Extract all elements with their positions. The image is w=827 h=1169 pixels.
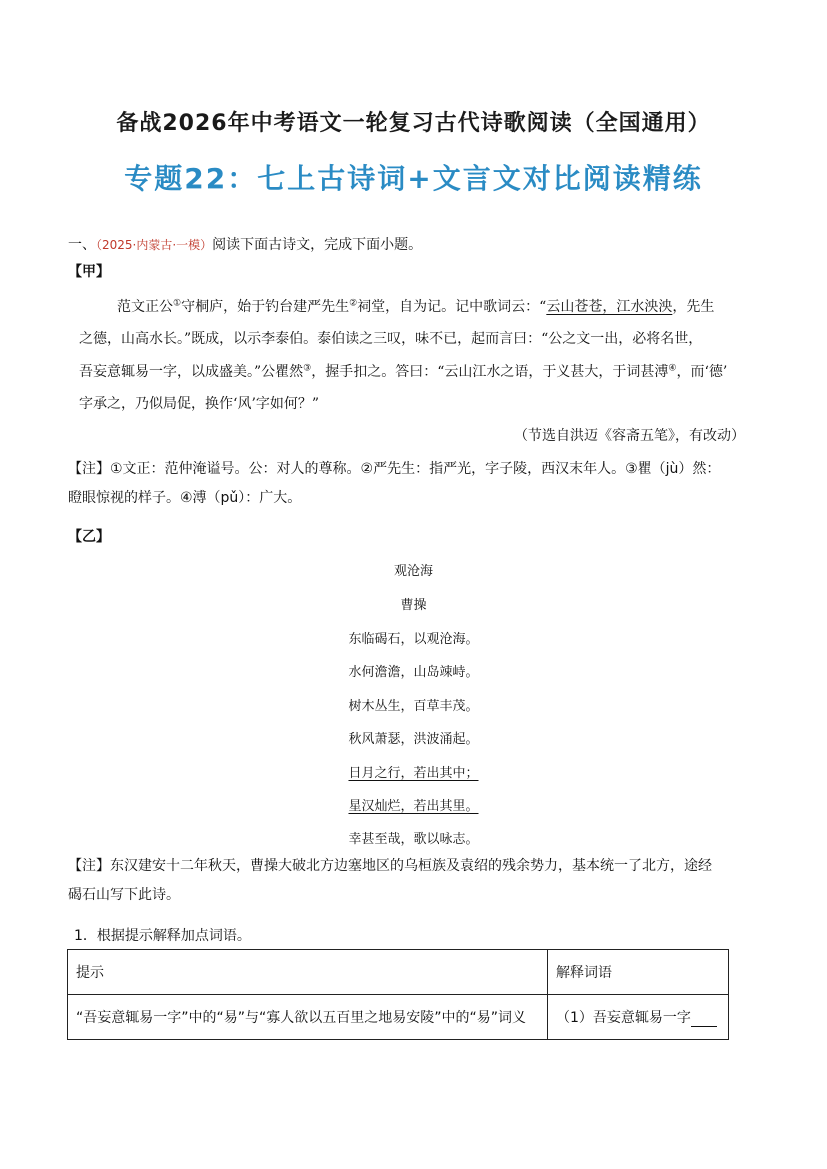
underlined-phrase: 云山苍苍，江水泱泱 (546, 299, 673, 315)
poem-author: 曹操 (400, 598, 427, 613)
poem-line-underlined (0, 762, 827, 781)
poem-line: 幸甚至哉，歌以咏志。 (348, 832, 479, 847)
underlined-line: 星汉灿烂，若出其里。 (348, 799, 479, 814)
jia-text: ，握手扣之。答曰：“云山江水之语，于义甚大，于词甚溥 (311, 364, 669, 380)
jia-line-3 (79, 361, 727, 381)
poem-line-underlined (0, 795, 827, 814)
table-header-cell: 解释词语 (548, 950, 729, 995)
jia-text: ，而‘德’ (676, 364, 728, 380)
question-source: （2025·内蒙古·一模） (96, 238, 213, 252)
table-header-row (68, 950, 729, 995)
poem-line: 东临碣石，以观沧海。 (348, 632, 479, 647)
poem-title: 观沧海 (393, 564, 433, 579)
jia-note (68, 455, 758, 513)
poem-line: 树木丛生，百草丰茂。 (348, 699, 479, 714)
question-intro (68, 234, 422, 254)
jia-text: ，先生 (672, 299, 715, 315)
jia-source: （节选自洪迈《容斋五笔》，有改动） (514, 428, 745, 444)
note-line: 【注】①文正：范仲淹谥号。公：对人的尊称。②严先生：指严光，字子陵，西汉末年人。③瞿（jù）然： (68, 461, 721, 477)
underlined-line: 日月之行，若出其中； (348, 766, 479, 781)
poem-line: 水何澹澹，山岛竦峙。 (348, 665, 479, 680)
table-answer-cell (548, 995, 729, 1040)
jia-text: 吾妄意辄易一字，以成盛美。”公瞿然 (79, 364, 304, 380)
jia-text: 祠堂，自为记。记中歌词云：“ (357, 299, 547, 315)
footnote-marker: ④ (668, 363, 677, 374)
section-label-yi: 【乙】 (68, 529, 110, 545)
table-row (68, 995, 729, 1040)
page-subtitle: 专题22：七上古诗词+文言文对比阅读精练 (124, 162, 703, 195)
section-label-jia: 【甲】 (68, 264, 110, 280)
question-1-prompt: 1．根据提示解释加点词语。 (74, 928, 251, 944)
jia-line-4: 字承之，乃似局促，换作‘风’字如何？” (79, 396, 320, 412)
jia-line-1 (117, 296, 714, 316)
note-line: 碣石山写下此诗。 (68, 887, 180, 903)
note-line: 瞪眼惊视的样子。④溥（pǔ）：广大。 (68, 490, 302, 506)
footnote-marker: ② (349, 298, 358, 309)
table-header-cell: 提示 (68, 950, 548, 995)
footnote-marker: ① (173, 298, 182, 309)
answer-blank[interactable] (691, 1012, 717, 1027)
page-title: 备战2026年中考语文一轮复习古代诗歌阅读（全国通用） (116, 111, 711, 136)
hint-table (67, 949, 729, 1040)
jia-text: 守桐庐，始于钓台建严先生 (181, 299, 350, 315)
note-line: 【注】东汉建安十二年秋天，曹操大破北方边塞地区的乌桓族及袁绍的残余势力，基本统一了北方，途经 (68, 858, 712, 874)
question-instruction: 阅读下面古诗文，完成下面小题。 (212, 237, 423, 253)
yi-note (68, 852, 758, 910)
question-number: 一、 (68, 237, 96, 253)
poem-line: 秋风萧瑟，洪波涌起。 (348, 732, 479, 747)
answer-prompt: （1）吾妄意辄易一字 (556, 1010, 691, 1026)
table-cell: “吾妄意辄易一字”中的“易”与“寡人欲以五百里之地易安陵”中的“易”词义 (68, 995, 548, 1040)
footnote-marker: ③ (303, 363, 312, 374)
jia-text: 范文正公 (117, 299, 173, 315)
jia-line-2: 之德，山高水长。”既成，以示李泰伯。泰伯读之三叹，味不已，起而言曰：“公之文一出，必将名世， (79, 331, 703, 347)
